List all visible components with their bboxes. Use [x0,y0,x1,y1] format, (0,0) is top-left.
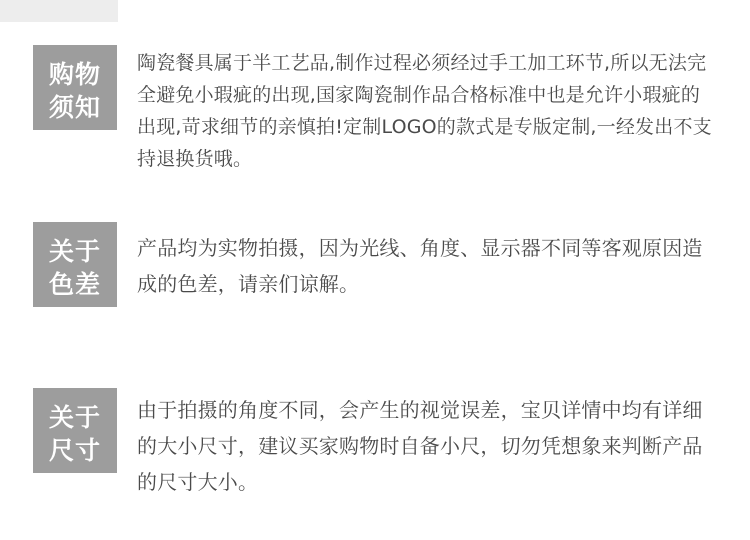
badge-line-2: 须知 [48,93,101,122]
shopping-notice-text: 陶瓷餐具属于半工艺品,制作过程必须经过手工加工环节,所以无法完全避免小瑕疵的出现,国家陶瓷制作品合格标准中也是允许小瑕疵的出现,苛求细节的亲慎拍!定制LOGO的款式是专版定制,一经发出不支持退换货哦。 [137,52,712,170]
section-size [33,388,733,500]
badge-size [33,388,117,473]
badge-line-1: 关于 [48,237,101,266]
color-difference-text: 产品均为实物拍摄，因为光线、角度、显示器不同等客观原因造成的色差，请亲们谅解。 [137,236,703,296]
section-color-difference [33,222,733,307]
badge-line-1: 购物 [48,60,101,89]
decorative-corner-block [0,0,118,22]
section-shopping-notice [33,45,733,175]
badge-shopping-notice [33,45,117,130]
badge-color-difference [33,222,117,307]
badge-line-2: 尺寸 [48,436,101,465]
badge-line-1: 关于 [48,403,101,432]
size-text: 由于拍摄的角度不同，会产生的视觉误差，宝贝详情中均有详细的大小尺寸，建议买家购物时自备小尺，切勿凭想象来判断产品的尺寸大小。 [137,398,703,494]
badge-line-2: 色差 [48,270,101,299]
